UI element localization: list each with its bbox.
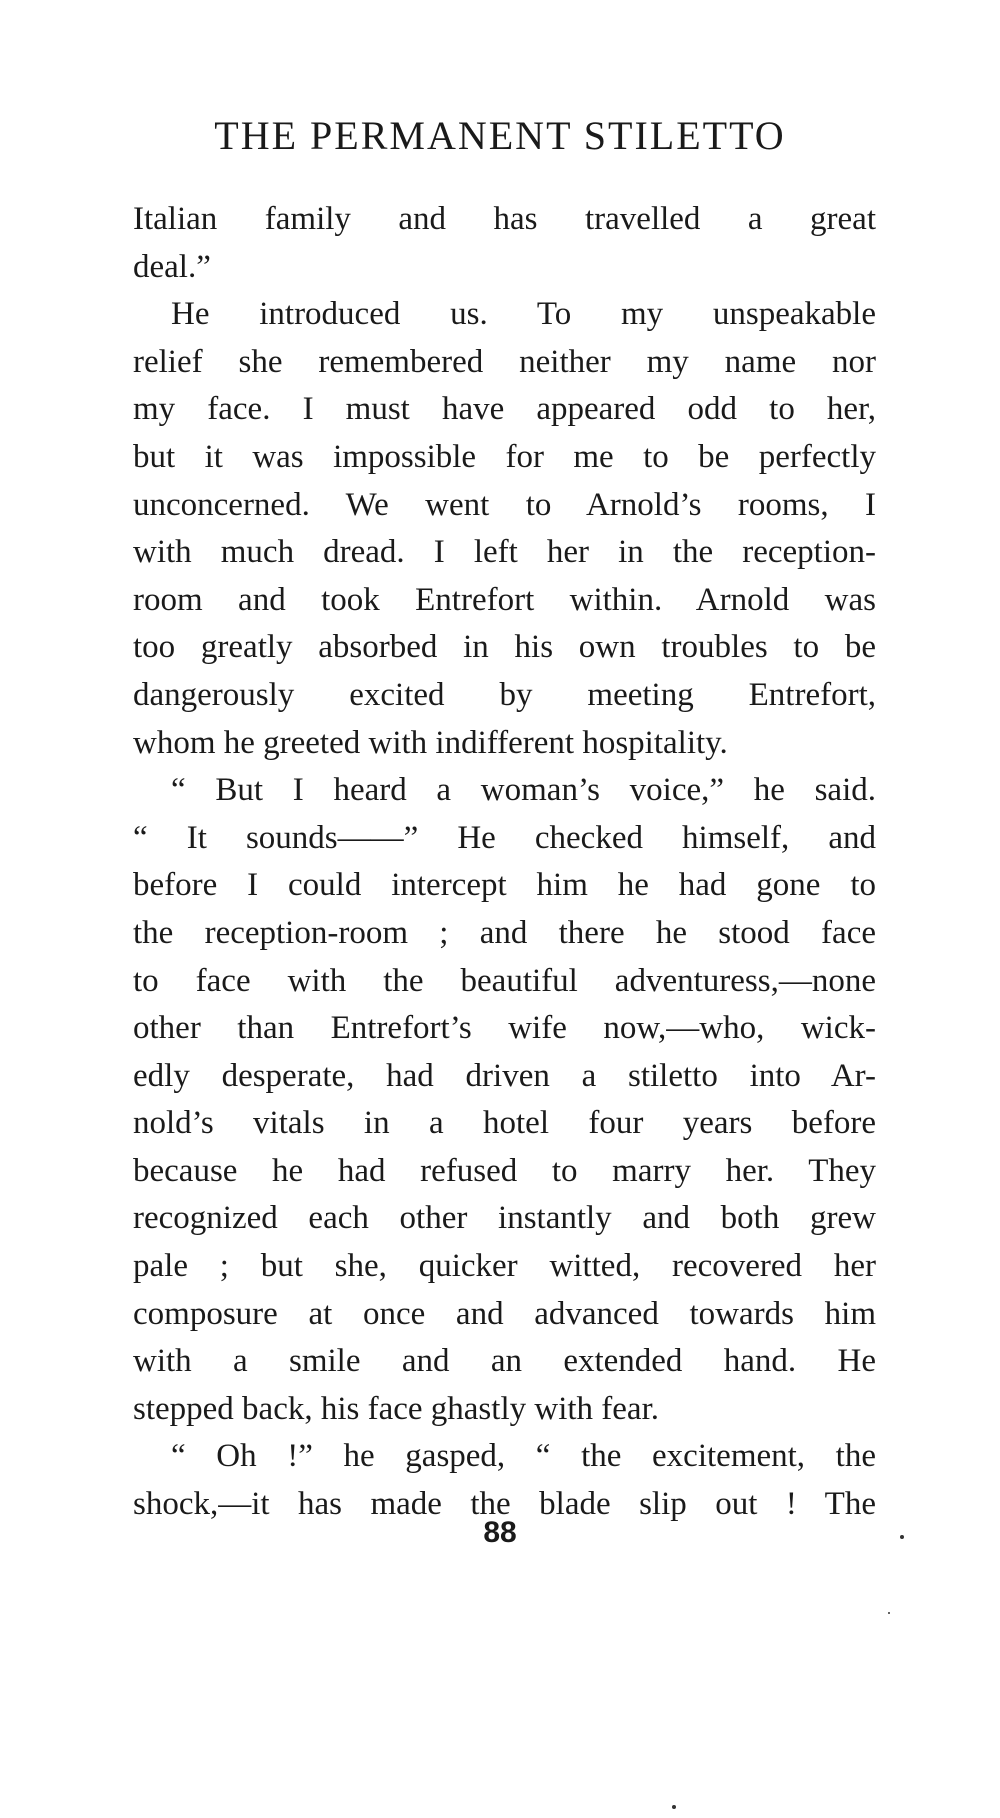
text-line: recognized each other instantly and both grew <box>133 1200 876 1237</box>
text-line: but it was impossible for me to be perfectly <box>133 438 876 475</box>
page-number: 88 <box>483 1516 517 1549</box>
paragraph-3 <box>133 767 876 1433</box>
scan-speck <box>672 1805 676 1809</box>
text-line: pale ; but she, quicker witted, recovered her <box>133 1248 876 1285</box>
text-line: relief she remembered neither my name nor <box>133 343 876 380</box>
text-line: “ Oh !” he gasped, “ the excitement, the <box>171 1438 876 1475</box>
scan-speck <box>900 1535 904 1539</box>
paragraph-1 <box>133 196 876 291</box>
text-line: He introduced us. To my unspeakable <box>171 296 876 333</box>
paragraph-2 <box>133 291 876 767</box>
text-line: whom he greeted with indifferent hospitality. <box>133 724 728 761</box>
text-line: edly desperate, had driven a stiletto into Ar- <box>133 1057 876 1094</box>
text-line: with a smile and an extended hand. He <box>133 1343 876 1380</box>
text-line: shock,—it has made the blade slip out ! The <box>133 1486 876 1523</box>
text-line: with much dread. I left her in the reception- <box>133 534 876 571</box>
text-line: other than Entrefort’s wife now,—who, wick- <box>133 1010 876 1047</box>
body-text <box>133 196 876 1529</box>
running-head: THE PERMANENT STILETTO <box>214 113 786 158</box>
text-line: nold’s vitals in a hotel four years before <box>133 1105 876 1142</box>
text-line: unconcerned. We went to Arnold’s rooms, I <box>133 486 876 523</box>
text-line: composure at once and advanced towards him <box>133 1295 876 1332</box>
text-line: the reception-room ; and there he stood face <box>133 914 876 951</box>
text-line: deal.” <box>133 248 211 285</box>
text-line: my face. I must have appeared odd to her, <box>133 391 876 428</box>
text-line: to face with the beautiful adventuress,—none <box>133 962 876 999</box>
text-line: before I could intercept him he had gone to <box>133 867 876 904</box>
text-line: Italian family and has travelled a great <box>133 201 876 237</box>
scan-speck <box>888 1612 890 1614</box>
text-line: “ It sounds——” He checked himself, and <box>133 819 876 856</box>
text-line: “ But I heard a woman’s voice,” he said. <box>171 772 876 809</box>
text-line: stepped back, his face ghastly with fear. <box>133 1390 659 1427</box>
text-line: room and took Entrefort within. Arnold was <box>133 581 876 618</box>
text-line: because he had refused to marry her. They <box>133 1152 876 1189</box>
text-line: too greatly absorbed in his own troubles to be <box>133 629 876 666</box>
text-line: dangerously excited by meeting Entrefort, <box>133 676 876 713</box>
